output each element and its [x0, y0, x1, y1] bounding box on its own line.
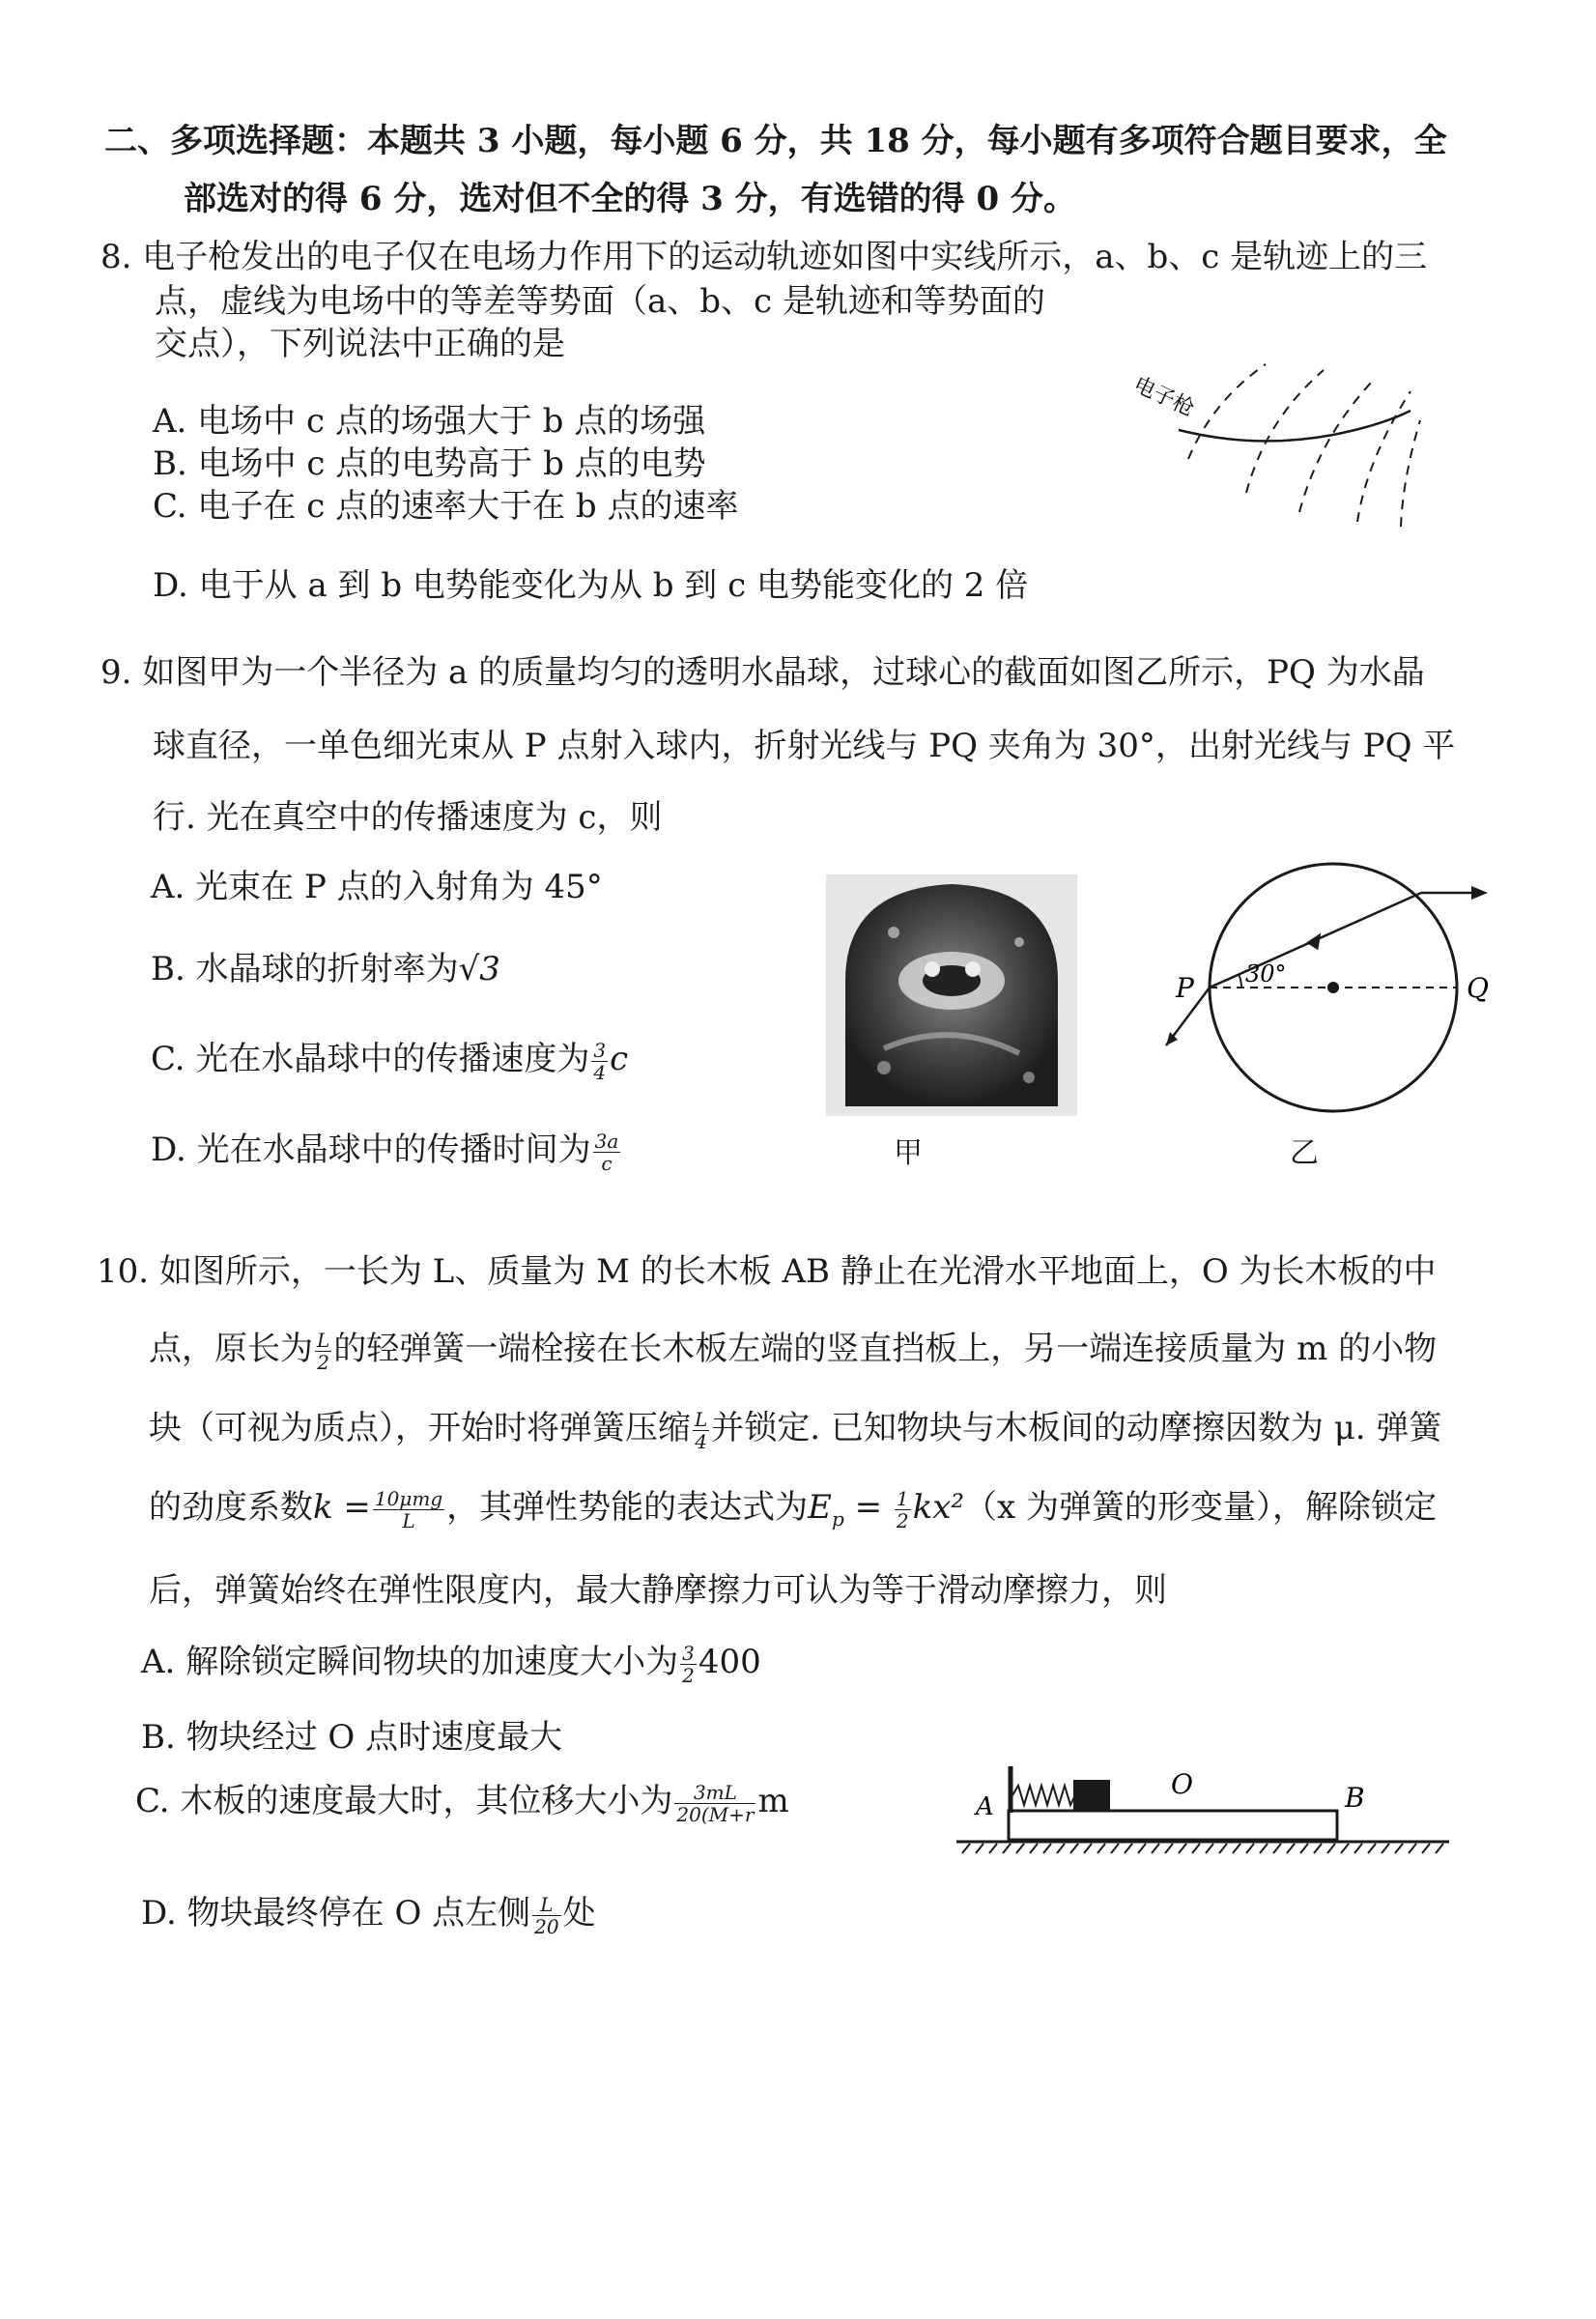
fraction-half: $\frac{1}{2}$ — [896, 1486, 909, 1532]
q8-option-b: B. 电场中 c 点的电势高于 b 点的电势 — [153, 444, 706, 483]
equipotential-1 — [1188, 364, 1266, 459]
label-o: O — [1171, 1768, 1193, 1800]
q8-stem-line3: 交点），下列说法中正确的是 — [155, 325, 565, 363]
q9-stem-line2: 球直径，一单色细光束从 P 点射入球内，折射光线与 PQ 夹角为 30°，出射光线与 PQ 平 — [153, 727, 1456, 765]
q10-stem-line3: 块（可视为质点），开始时将弹簧压缩 $\frac{L}{4}$ 并锁定. 已知物块与木板间的动摩擦因数为 μ. 弹簧 — [149, 1407, 1442, 1453]
q8-option-d: D. 电于从 a 到 b 电势能变化为从 b 到 c 电势能变化的 2 倍 — [153, 566, 1029, 605]
crystal-ball-photo — [826, 874, 1077, 1116]
block — [1073, 1780, 1110, 1811]
fraction-k: $\frac{\text{10μmg}}{L}$ — [374, 1486, 443, 1532]
q10-stem-line5: 后，弹簧始终在弹性限度内，最大静摩擦力可认为等于滑动摩擦力，则 — [149, 1571, 1167, 1610]
plank — [1009, 1811, 1337, 1840]
q10-option-c: C. 木板的速度最大时，其位移大小为 $\frac{3mL}{20(M+r}$ m — [135, 1780, 789, 1826]
spring — [1012, 1786, 1075, 1805]
q8-option-a: A. 电场中 c 点的场强大于 b 点的场强 — [153, 402, 706, 441]
q9-option-c: C. 光在水晶球中的传播速度为 $\frac{3}{4}$ c — [151, 1038, 629, 1084]
q9-option-b: B. 水晶球的折射率为√3 — [151, 950, 500, 988]
caption-yi: 乙 — [1290, 1136, 1319, 1170]
fraction-3-2: $\frac{3}{2}$ — [682, 1641, 695, 1687]
q8-stem-line1: 8. 电子枪发出的电子仅在电场力作用下的运动轨迹如图中实线所示，a、b、c 是轨迹上的三 — [100, 238, 1428, 276]
q8-field-figure — [1121, 353, 1439, 531]
q9-option-a: A. 光束在 P 点的入射角为 45° — [151, 868, 603, 906]
q9-stem-line3: 行. 光在真空中的传播速度为 c，则 — [153, 798, 663, 837]
section-heading-cont: 部选对的得 6 分，选对但不全的得 3 分，有选错的得 0 分。 — [184, 180, 1076, 218]
q8-stem-line2: 点，虚线为电场中的等差等势面（a、b、c 是轨迹和等势面的 — [155, 282, 1045, 321]
q9-stem-line1: 9. 如图甲为一个半径为 a 的质量均匀的透明水晶球，过球心的截面如图乙所示，PQ 为水晶 — [100, 653, 1425, 692]
q10-stem-line4: 的劲度系数k = $\frac{\text{10μmg}}{L}$ ，其弹性势能的表达式为$E_p$ = $\frac{1}{2}$ kx²（x 为弹簧的形变量），解除锁定 — [149, 1486, 1438, 1532]
label-b: B — [1345, 1782, 1365, 1814]
label-a: A — [976, 1792, 994, 1821]
q10-stem-line1: 10. 如图所示，一长为 L、质量为 M 的长木板 AB 静止在光滑水平地面上，O 为长木板的中 — [97, 1252, 1437, 1291]
q10-option-a: A. 解除锁定瞬间物块的加速度大小为 $\frac{3}{2}$ 400 — [141, 1641, 761, 1687]
fraction-l-20: $\frac{L}{20}$ — [534, 1892, 559, 1938]
sphere-refraction-diagram — [1154, 850, 1502, 1131]
q9-option-d: D. 光在水晶球中的传播时间为 $\frac{3a}{c}$ — [151, 1129, 619, 1175]
caption-jia: 甲 — [894, 1136, 923, 1170]
q10-option-d: D. 物块最终停在 O 点左侧 $\frac{L}{20}$ 处 — [141, 1892, 596, 1938]
angle-label: 30° — [1245, 960, 1287, 988]
fraction-l-4: $\frac{L}{4}$ — [695, 1407, 708, 1453]
q8-option-c: C. 电子在 c 点的速率大于在 b 点的速率 — [153, 487, 739, 526]
q10-stem-line2: 点，原长为 $\frac{L}{2}$ 的轻弹簧一端栓接在长木板左端的竖直挡板上，另一端连接质量为 m 的小物 — [149, 1328, 1438, 1374]
equipotential-3 — [1299, 382, 1372, 512]
fraction-3ml: $\frac{3mL}{20(M+r}$ — [676, 1780, 755, 1826]
section-heading: 二、多项选择题：本题共 3 小题，每小题 6 分，共 18 分，每小题有多项符合题目要求，全 — [104, 122, 1447, 160]
electron-gun-label: 电子枪 — [1129, 372, 1198, 422]
equipotential-5 — [1401, 420, 1420, 527]
fraction-3a-c: $\frac{3a}{c}$ — [594, 1129, 619, 1175]
sqrt3: √3 — [458, 950, 500, 988]
fraction-l-2: $\frac{L}{2}$ — [317, 1328, 330, 1374]
plank-spring-diagram — [956, 1739, 1459, 1855]
trajectory-curve — [1179, 411, 1411, 441]
fraction-3-4: $\frac{3}{4}$ — [593, 1038, 607, 1084]
center-point — [1327, 982, 1339, 993]
q10-option-b: B. 物块经过 O 点时速度最大 — [141, 1718, 563, 1757]
label-p: P — [1176, 972, 1194, 1004]
label-q: Q — [1467, 972, 1489, 1004]
